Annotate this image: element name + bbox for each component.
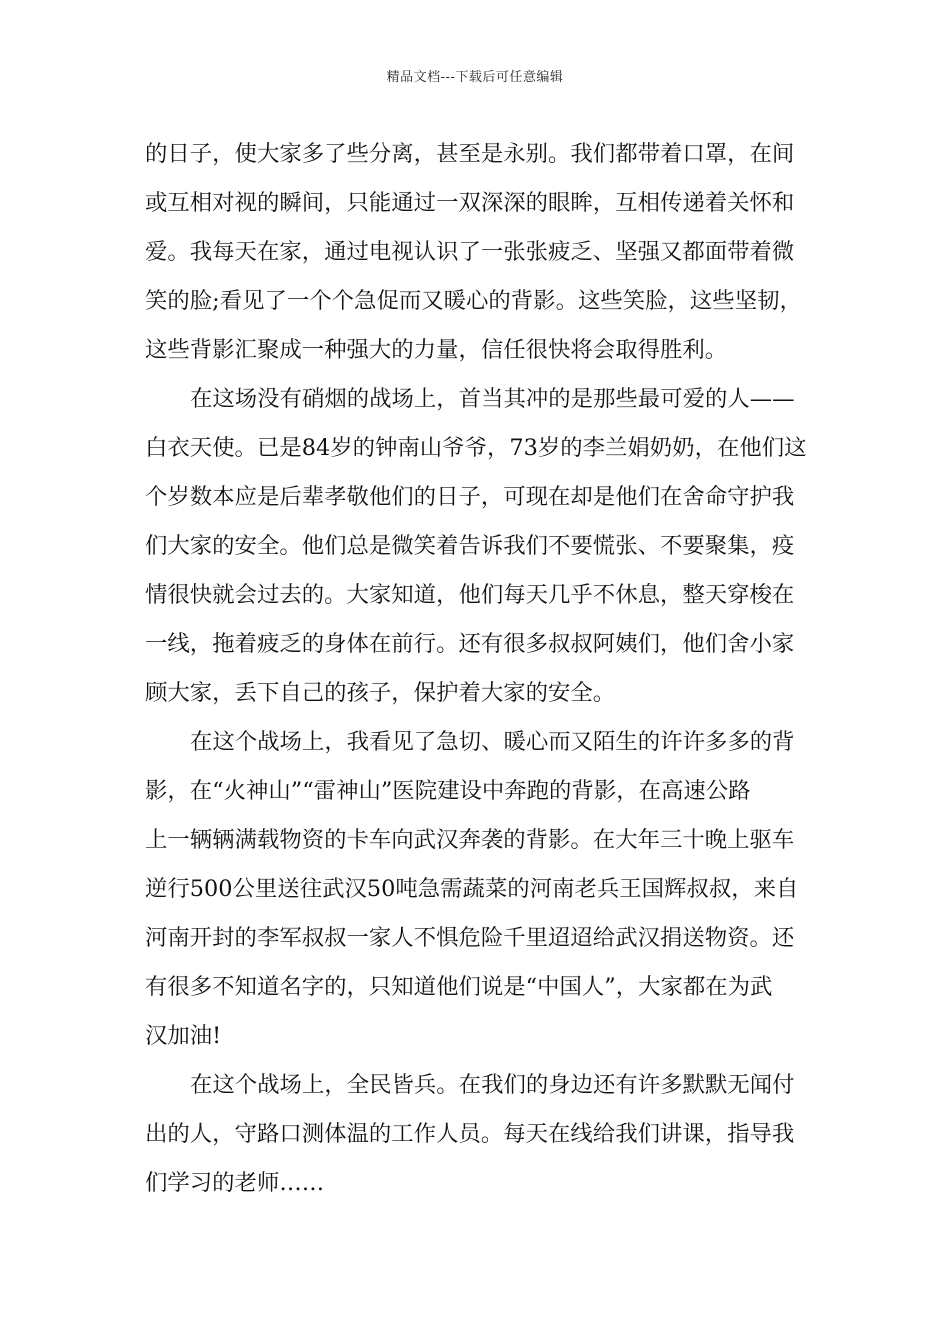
text-line: 个岁数本应是后辈孝敬他们的日子，可现在却是他们在舍命守护我 [145,484,795,510]
text-line: 河南开封的李军叔叔一家人不惧危险千里迢迢给武汉捐送物资。还 [145,925,795,951]
text-line: 这些背影汇聚成一种强大的力量，信任很快将会取得胜利。 [145,337,728,363]
text-line: 们大家的安全。他们总是微笑着告诉我们不要慌张、不要聚集，疫 [145,533,795,559]
text-line: 在这个战场上，全民皆兵。在我们的身边还有许多默默无闻付 [190,1072,795,1098]
page-header: 精品文档---下载后可任意编辑 [386,70,564,85]
text-line: 汉加油! [145,1023,222,1049]
text-line: 在这个战场上，我看见了急切、暖心而又陌生的许许多多的背 [190,729,795,755]
text-line: 一线，拖着疲乏的身体在前行。还有很多叔叔阿姨们，他们舍小家 [145,631,795,657]
text-line: 情很快就会过去的。大家知道，他们每天几乎不休息，整天穿梭在 [145,582,795,608]
paragraph-2 [145,375,809,718]
document-body [145,130,809,1208]
paragraph-1 [145,130,809,375]
text-line: 在这场没有硝烟的战场上，首当其冲的是那些最可爱的人—— [190,386,795,412]
text-line: 有很多不知道名字的，只知道他们说是“中国人”，大家都在为武 [145,974,773,1000]
text-line: 笑的脸;看见了一个个急促而又暖心的背影。这些笑脸，这些坚韧， [145,288,802,314]
text-line: 白衣天使。已是84岁的钟南山爷爷，73岁的李兰娟奶奶，在他们这 [145,435,807,461]
text-line: 或互相对视的瞬间，只能通过一双深深的眼眸，互相传递着关怀和 [145,190,795,216]
paragraph-4 [145,1061,809,1208]
text-line: 逆行500公里送往武汉50吨急需蔬菜的河南老兵王国辉叔叔，来自 [145,876,799,902]
text-line: 爱。我每天在家，通过电视认识了一张张疲乏、坚强又都面带着微 [145,239,795,265]
text-line: 顾大家，丢下自己的孩子，保护着大家的安全。 [145,680,616,706]
text-line: 出的人，守路口测体温的工作人员。每天在线给我们讲课，指导我 [145,1121,795,1147]
text-line: 们学习的老师…… [145,1170,325,1196]
text-line: 的日子，使大家多了些分离，甚至是永别。我们都带着口罩，在间 [145,141,795,167]
text-line: 上一辆辆满载物资的卡车向武汉奔袭的背影。在大年三十晚上驱车 [145,827,795,853]
paragraph-3 [145,718,809,1061]
text-line: 影，在“火神山”“雷神山”医院建设中奔跑的背影，在高速公路 [145,778,751,804]
